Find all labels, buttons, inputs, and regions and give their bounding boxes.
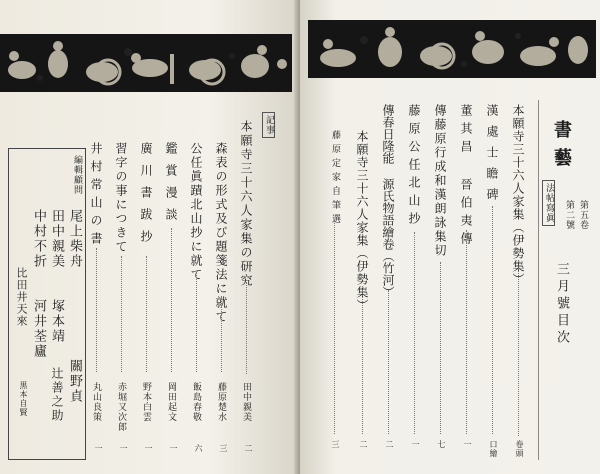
article-page: 二 xyxy=(244,444,253,453)
article-author: 田中親美 xyxy=(241,382,251,422)
article-title: 森表の形式及び題箋法に就て xyxy=(214,142,228,324)
plate-page: 一 xyxy=(411,440,420,449)
leader-dots xyxy=(171,228,172,372)
editorial-advisors-box xyxy=(8,148,86,460)
article-title: 鑑賞漫談 xyxy=(164,142,178,230)
article-author: 丸山良策 xyxy=(91,382,101,422)
plate-page: 七 xyxy=(437,440,446,449)
leader-dots xyxy=(388,290,389,434)
plate-page: 卷頭 xyxy=(515,440,524,458)
leader-dots xyxy=(362,290,363,434)
leader-dots xyxy=(334,220,335,434)
article-page: 一 xyxy=(119,444,128,453)
leader-dots xyxy=(440,262,441,434)
article-title: 習字の事につきて xyxy=(114,142,128,254)
left-relief-frieze xyxy=(0,34,292,92)
leader-dots xyxy=(96,248,97,372)
issue-title: 三月號目次 xyxy=(554,262,569,347)
magazine-title: 書藝 xyxy=(551,120,572,176)
advisor-name: 尾上柴舟 xyxy=(67,209,82,269)
leader-dots xyxy=(518,268,519,436)
leader-dots xyxy=(246,282,247,374)
leader-dots xyxy=(146,256,147,372)
relief-image xyxy=(0,34,292,92)
plate-title: 漢處士瞻碑 xyxy=(485,104,499,209)
article-author: 赤堀又次郎 xyxy=(116,382,126,432)
article-page: 一 xyxy=(169,444,178,453)
plate-title: 董其昌 晉伯夷傳 xyxy=(459,104,473,250)
advisor-name: 辻善之助 xyxy=(50,367,64,423)
heading-separator xyxy=(538,100,539,460)
plate-title: 藤原公任北山抄 xyxy=(407,104,421,230)
plate-title: 傳藤原行成和漢朗詠集切 xyxy=(433,104,447,258)
articles-section-label: 記事 xyxy=(262,112,275,138)
plate-page: 一 xyxy=(463,440,472,449)
article-page: 一 xyxy=(94,444,103,453)
advisor-name: 中村不折 xyxy=(31,209,46,269)
article-title: 廣川書跋抄 xyxy=(139,142,153,252)
article-title: 井村常山の書 xyxy=(89,142,103,250)
right-page xyxy=(300,0,600,474)
advisor-name: 塚本靖 xyxy=(49,299,64,344)
leader-dots xyxy=(196,272,197,372)
article-author: 岡田起文 xyxy=(166,382,176,422)
advisor-name: 關野貞 xyxy=(67,359,82,404)
article-author: 野本白雲 xyxy=(141,382,151,422)
advisor-name: 河井荃廬 xyxy=(31,299,46,359)
advisors-header: 編輯顧問 xyxy=(72,155,82,195)
article-page: 一 xyxy=(144,444,153,453)
leader-dots xyxy=(121,256,122,372)
leader-dots xyxy=(221,296,222,372)
plate-title: 傳春日隆能 源氏物語繪卷（竹河） xyxy=(381,104,395,298)
leader-dots xyxy=(414,232,415,434)
plate-title: 藤原定家自筆選 xyxy=(330,130,340,228)
plate-page: 二 xyxy=(359,440,368,449)
plates-section-label: 法帖寫眞 xyxy=(542,180,555,226)
volume-label: 第五卷 xyxy=(578,200,588,230)
plate-title: 本願寺三十六人家集（伊勢集） xyxy=(511,104,525,286)
relief-image xyxy=(308,20,596,78)
plate-page: 三 xyxy=(331,440,340,449)
plate-page: 二 xyxy=(385,440,394,449)
leader-dots xyxy=(466,230,467,434)
plate-title: 本願寺三十六人家集（伊勢集） xyxy=(355,130,369,312)
article-page: 三 xyxy=(219,444,228,453)
right-relief-frieze xyxy=(308,20,596,78)
article-title: 本願寺三十六人家集の研究 xyxy=(239,120,253,288)
leader-dots xyxy=(492,206,493,434)
advisor-name: 比田井天來 xyxy=(15,267,28,327)
number-label: 第二號 xyxy=(564,200,574,230)
article-author: 飯島春敬 xyxy=(191,382,201,422)
article-title: 公任眞蹟北山抄に就て xyxy=(189,142,203,282)
advisor-name: 黒本自賢 xyxy=(19,381,28,417)
plate-page: 口繪 xyxy=(489,440,498,458)
article-page: 六 xyxy=(194,444,203,453)
article-author: 藤原楚水 xyxy=(216,382,226,422)
advisor-name: 田中親美 xyxy=(49,209,64,269)
